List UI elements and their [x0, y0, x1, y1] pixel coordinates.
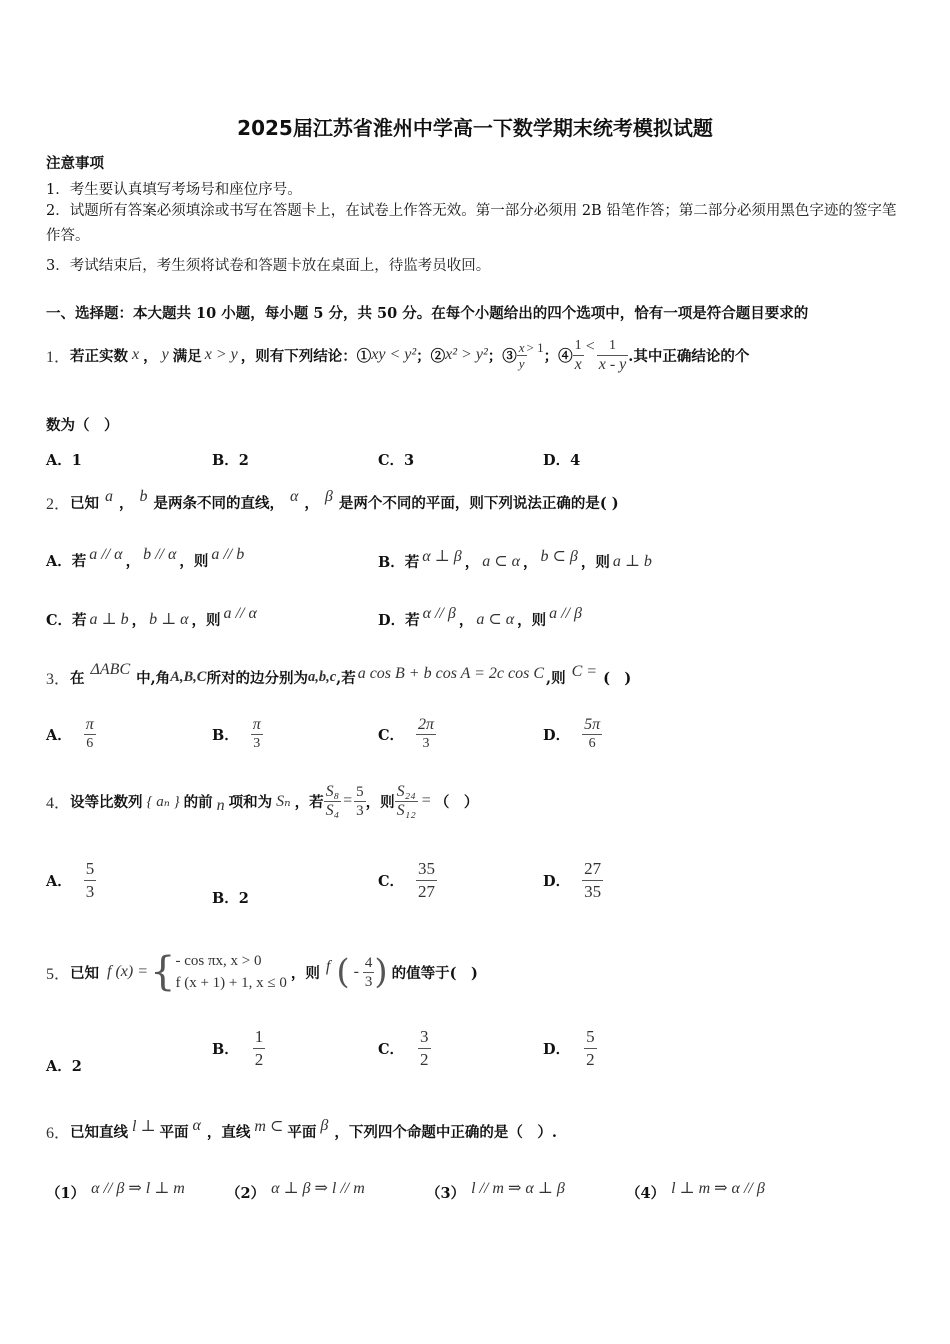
q5-left-brace: { — [150, 949, 176, 995]
q1-text-3: ，则有下列结论：① — [240, 347, 372, 365]
q1-comma: ， — [143, 347, 158, 365]
q1-conclusion-3-gt: > 1 — [526, 340, 544, 355]
q4-ratio-value: $\frac{5}{3}$ — [356, 783, 364, 819]
q5-option-c: C． $\frac{3}{2}$ — [378, 1027, 429, 1069]
q6-proposition-3: （3） l // m ⇒ α ⊥ β — [426, 1179, 565, 1202]
q1-number: 1． — [46, 348, 71, 366]
q1-option-b: B．2 — [212, 452, 249, 469]
q1-x: x — [132, 346, 140, 363]
q1-conclusion-2: x² > y² — [445, 346, 488, 363]
q1-sep-3: ；④ — [543, 347, 573, 365]
q1-text-4: .其中正确结论的个 — [628, 347, 750, 365]
q1-option-a: A．1 — [46, 452, 82, 469]
q3-option-a: A． $\frac{\pi}{6}$ — [46, 716, 94, 751]
q2-text-1: 已知 — [70, 494, 100, 512]
notice-item-3: 3．考试结束后，考生须将试卷和答题卡放在桌面上，待监考员收回。 — [46, 258, 491, 274]
q2-text-2: 是两条不同的直线， — [153, 494, 285, 512]
section-heading: 一、选择题：本大题共 10 小题，每小题 5 分，共 50 分。在每个小题给出的四个选项中，恰有一项是符合题目要求的 — [46, 305, 809, 322]
q5-option-b: B． $\frac{1}{2}$ — [212, 1027, 264, 1069]
question-6: 6． 已知直线 l ⊥ 平面 α ，直线 m ⊂ 平面 β ，下列四个命题中正确的是（ ）. — [46, 1117, 557, 1142]
q5-argument: $\frac{4}{3}$ — [364, 954, 373, 990]
q1-conclusion-3-fraction: $\frac{x}{y}$ — [518, 339, 525, 371]
q5-piecewise: - cos πx, x > 0 f (x + 1) + 1, x ≤ 0 — [175, 953, 287, 991]
notice-item-1: 1．考生要认真填写考场号和座位序号。 — [46, 182, 302, 198]
q1-sep-2: ；③ — [487, 347, 517, 365]
q3-option-d: D． $\frac{5\pi}{6}$ — [543, 716, 601, 751]
q1-sep-1: ；② — [416, 347, 446, 365]
q6-number: 6． — [46, 1124, 71, 1142]
q4-ratio-1: $\frac{\text{S₈}}{\text{S₄}}$ — [325, 782, 340, 819]
q4-sequence: { aₙ } — [146, 793, 180, 810]
q6-proposition-2: （2） α ⊥ β ⇒ l // m — [226, 1179, 365, 1202]
q2-b: b — [139, 488, 148, 505]
q5-option-a: A．2 — [46, 1058, 82, 1075]
q2-alpha: α — [290, 488, 299, 505]
question-4: 4． 设等比数列 { aₙ } 的前 n 项和为 Sₙ ，若 $\frac{\text{S₈}}{\text{S₄}}$ = $\frac{5}{3}$ ，则 $\frac{\text{S₂₄}}{\text{S₁₂}}$ = （ ） — [46, 782, 479, 819]
q2-option-d: D．若 α // β ， a ⊂ α ，则 a // β — [378, 605, 583, 629]
q1-option-c: C．3 — [378, 452, 415, 469]
q3-equation: a cos B + b cos A = 2c cos C — [357, 665, 545, 682]
notice-heading: 注意事项 — [46, 155, 104, 172]
question-1 — [46, 330, 749, 380]
q3-option-b: B． $\frac{\pi}{3}$ — [212, 716, 261, 751]
q1-text-1: 若正实数 — [70, 347, 129, 365]
q1-conclusion-4-left: $\frac{1}{x}$ — [574, 337, 582, 373]
q1-option-d: D．4 — [543, 452, 581, 469]
q3-option-c: C． $\frac{2\pi}{3}$ — [378, 716, 435, 751]
q1-conclusion-4-right: $\frac{1}{x - y}$ — [598, 337, 627, 373]
q2-text-3: 是两个不同的平面，则下列说法正确的是( ) — [338, 494, 619, 512]
q1-conclusion-1: xy < y² — [371, 346, 417, 363]
q4-option-c: C． $\frac{35}{27}$ — [378, 859, 436, 901]
q5-number: 5． — [46, 965, 71, 983]
q1-condition: x > y — [204, 346, 238, 363]
q1-text-2: 满足 — [172, 347, 202, 365]
q2-beta: β — [324, 488, 333, 505]
q6-proposition-4: （4） l ⊥ m ⇒ α // β — [626, 1179, 765, 1202]
q2-option-b: B．若 α ⊥ β ， a ⊂ α ， b ⊂ β ，则 a ⊥ b — [378, 548, 652, 571]
q2-option-a: A．若 a // α ， b // α ，则 a // b — [46, 546, 245, 570]
q6-proposition-1: （1） α // β ⇒ l ⊥ m — [46, 1179, 185, 1202]
page-title: 2025届江苏省淮州中学高一下数学期末统考模拟试题 — [237, 116, 713, 140]
q4-number: 4． — [46, 794, 71, 812]
q3-number: 3． — [46, 670, 71, 688]
q4-option-a: A． $\frac{5}{3}$ — [46, 859, 95, 901]
q2-option-c: C．若 a ⊥ b ， b ⊥ α ，则 a // α — [46, 605, 257, 629]
q2-number: 2． — [46, 495, 71, 513]
q4-option-b: B．2 — [212, 890, 249, 907]
q4-ratio-2: $\frac{\text{S₂₄}}{\text{S₁₂}}$ — [396, 782, 416, 819]
q5-function: f (x) = — [107, 963, 149, 980]
q5-option-d: D． $\frac{5}{2}$ — [543, 1027, 595, 1069]
q1-text-5: 数为（ ） — [46, 417, 119, 434]
question-2: 2． 已知 a ， b 是两条不同的直线， α ， β 是两个不同的平面，则下列说法正确的是( ) — [46, 488, 619, 513]
q3-triangle: ΔABC — [90, 661, 131, 678]
q1-y: y — [161, 346, 169, 363]
question-3: 3． 在 ΔABC 中,角 A,B,C 所对的边分别为 a,b,c ,若 a cos B + b cos A = 2c cos C ,则 C = ( ) — [46, 661, 632, 688]
q2-a: a — [105, 488, 114, 505]
q1-conclusion-4-lt: < — [585, 338, 595, 355]
question-5: 5． 已知 f (x) = { - cos πx, x > 0 f (x + 1) + 1, x ≤ 0 ，则 f ( - $\frac{4}{3}$ ) 的值等于( ) — [46, 949, 478, 995]
notice-item-2: 2．试题所有答案必须填涂或书写在答题卡上，在试卷上作答无效。第一部分必须用 2B 铅笔作答；第二部分必须用黑色字迹的签字笔作答。 — [46, 203, 897, 244]
q4-option-d: D． $\frac{27}{35}$ — [543, 859, 602, 901]
